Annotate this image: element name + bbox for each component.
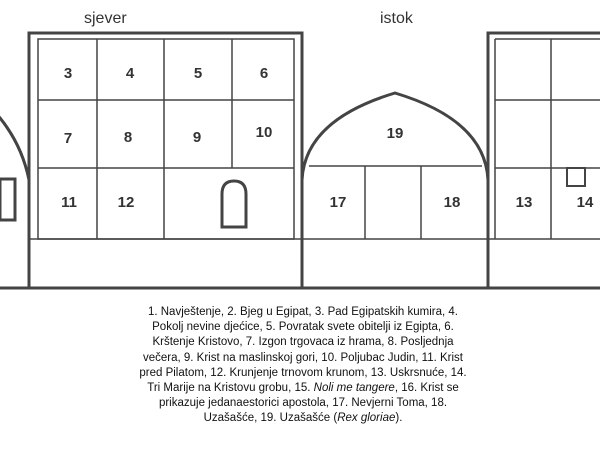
caption-text: ). — [395, 412, 403, 425]
north-wall-label: sjever — [84, 10, 127, 27]
south-wall-frame — [488, 33, 600, 288]
panel-number-6: 6 — [259, 65, 269, 82]
caption-italic-title: Rex gloriae — [337, 412, 396, 425]
east-wall-label: istok — [380, 10, 413, 27]
panel-number-4: 4 — [125, 65, 135, 82]
west-window — [0, 179, 15, 220]
panel-number-7: 7 — [63, 130, 73, 147]
panel-number-14: 14 — [576, 194, 594, 211]
panel-number-18: 18 — [443, 194, 461, 211]
panel-number-13: 13 — [515, 194, 533, 211]
panel-number-9: 9 — [192, 129, 202, 146]
panel-number-12: 12 — [117, 194, 135, 211]
panel-number-17: 17 — [329, 194, 347, 211]
east-arch — [302, 93, 488, 288]
panel-number-5: 5 — [193, 65, 203, 82]
panel-number-8: 8 — [123, 129, 133, 146]
panel-number-19: 19 — [386, 125, 404, 142]
panel-number-3: 3 — [63, 65, 73, 82]
caption-text: , 16. Krist se prikazuje jedanaestorici apostola, 17. Nevjerni Toma, 18. Uzašašće, 19. Uzašašće ( — [158, 382, 459, 425]
caption-text: 1. Navještenje, 2. Bjeg u Egipat, 3. Pad Egipatskih kumira, 4. Pokolj nevine djećice, 5. Povratak svete obitelji iz Egipta, 6. Krštenje Kristovo, 7. Izgon trgovaca iz hrama, 8. Posljednja večera, 9. Krist na maslinskoj gori, 10. Poljubac Judin, 11. Krist pred Pilatom, 12. Krunjenje trnovom krunom, 13. Uskrsnuće, 14. Tri Marije na Kristovu grobu, 15. — [139, 306, 467, 395]
panel-number-10: 10 — [255, 124, 273, 141]
caption-italic-title: Noli me tangere — [313, 382, 395, 395]
north-arched-window — [222, 181, 246, 227]
south-small-window — [567, 168, 585, 186]
diagram-caption — [138, 305, 468, 427]
panel-number-11: 11 — [61, 194, 77, 211]
